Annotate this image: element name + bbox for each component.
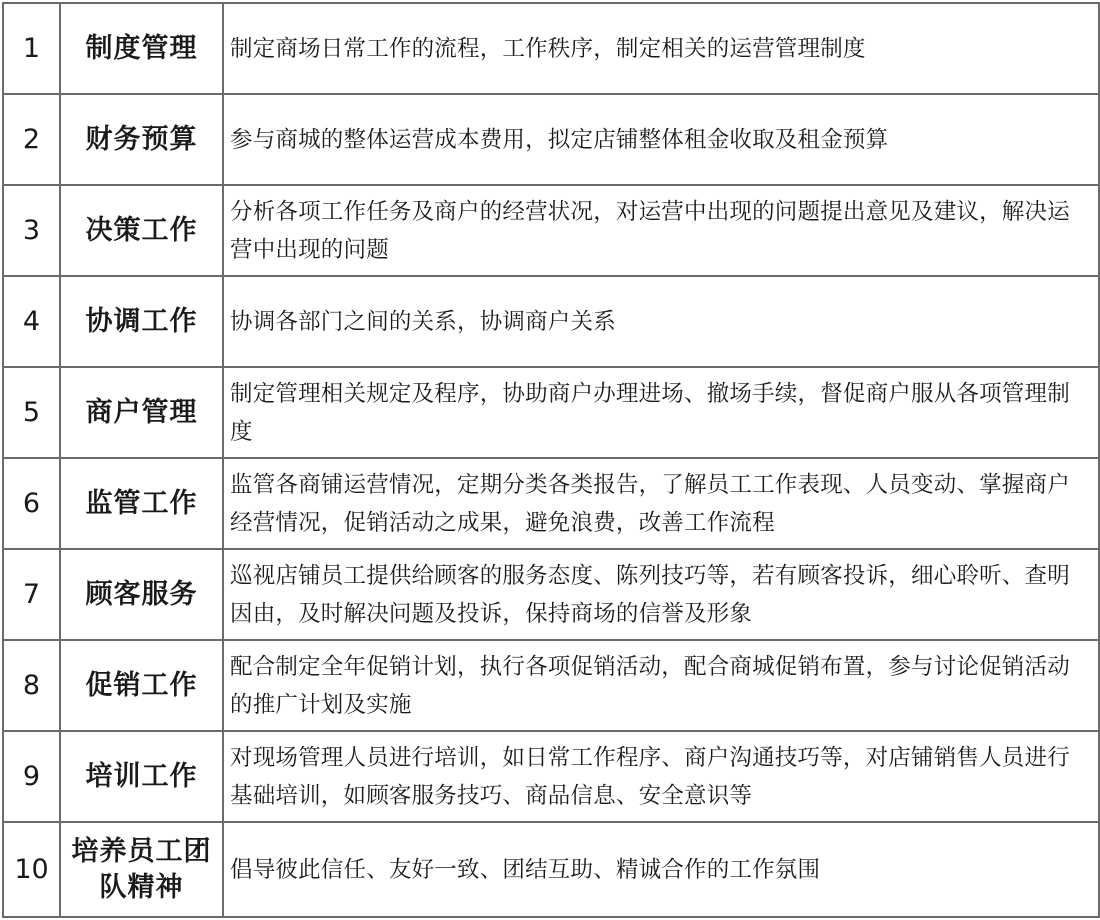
row-category: 协调工作: [60, 276, 223, 367]
table-row: [3, 94, 1099, 185]
row-number: 1: [3, 3, 60, 94]
table-row: [3, 822, 1099, 917]
table-row: [3, 367, 1099, 458]
row-category: 促销工作: [60, 640, 223, 731]
row-number: 6: [3, 458, 60, 549]
row-description: 制定管理相关规定及程序，协助商户办理进场、撤场手续，督促商户服从各项管理制度: [223, 367, 1099, 458]
row-number: 9: [3, 731, 60, 822]
row-description: 监管各商铺运营情况，定期分类各类报告，了解员工工作表现、人员变动、掌握商户经营情况，促销活动之成果，避免浪费，改善工作流程: [223, 458, 1099, 549]
row-category: 制度管理: [60, 3, 223, 94]
table-row: [3, 3, 1099, 94]
duty-table: [2, 2, 1100, 918]
row-category: 财务预算: [60, 94, 223, 185]
table-row: [3, 458, 1099, 549]
row-description: 巡视店铺员工提供给顾客的服务态度、陈列技巧等，若有顾客投诉，细心聆听、查明因由，及时解决问题及投诉，保持商场的信誉及形象: [223, 549, 1099, 640]
row-description: 倡导彼此信任、友好一致、团结互助、精诚合作的工作氛围: [223, 822, 1099, 917]
row-category: 顾客服务: [60, 549, 223, 640]
row-category: 商户管理: [60, 367, 223, 458]
row-number: 7: [3, 549, 60, 640]
table-row: [3, 549, 1099, 640]
row-category: 决策工作: [60, 185, 223, 276]
row-number: 2: [3, 94, 60, 185]
table-row: [3, 640, 1099, 731]
row-number: 8: [3, 640, 60, 731]
row-number: 10: [3, 822, 60, 917]
row-description: 参与商城的整体运营成本费用，拟定店铺整体租金收取及租金预算: [223, 94, 1099, 185]
row-category: 培养员工团队精神: [60, 822, 223, 917]
row-category: 培训工作: [60, 731, 223, 822]
row-category: 监管工作: [60, 458, 223, 549]
row-number: 4: [3, 276, 60, 367]
row-number: 5: [3, 367, 60, 458]
table-row: [3, 185, 1099, 276]
row-number: 3: [3, 185, 60, 276]
row-description: 制定商场日常工作的流程，工作秩序，制定相关的运营管理制度: [223, 3, 1099, 94]
row-description: 分析各项工作任务及商户的经营状况，对运营中出现的问题提出意见及建议，解决运营中出现的问题: [223, 185, 1099, 276]
row-description: 协调各部门之间的关系，协调商户关系: [223, 276, 1099, 367]
row-description: 配合制定全年促销计划，执行各项促销活动，配合商城促销布置，参与讨论促销活动的推广计划及实施: [223, 640, 1099, 731]
table-row: [3, 731, 1099, 822]
row-description: 对现场管理人员进行培训，如日常工作程序、商户沟通技巧等，对店铺销售人员进行基础培训，如顾客服务技巧、商品信息、安全意识等: [223, 731, 1099, 822]
table-row: [3, 276, 1099, 367]
